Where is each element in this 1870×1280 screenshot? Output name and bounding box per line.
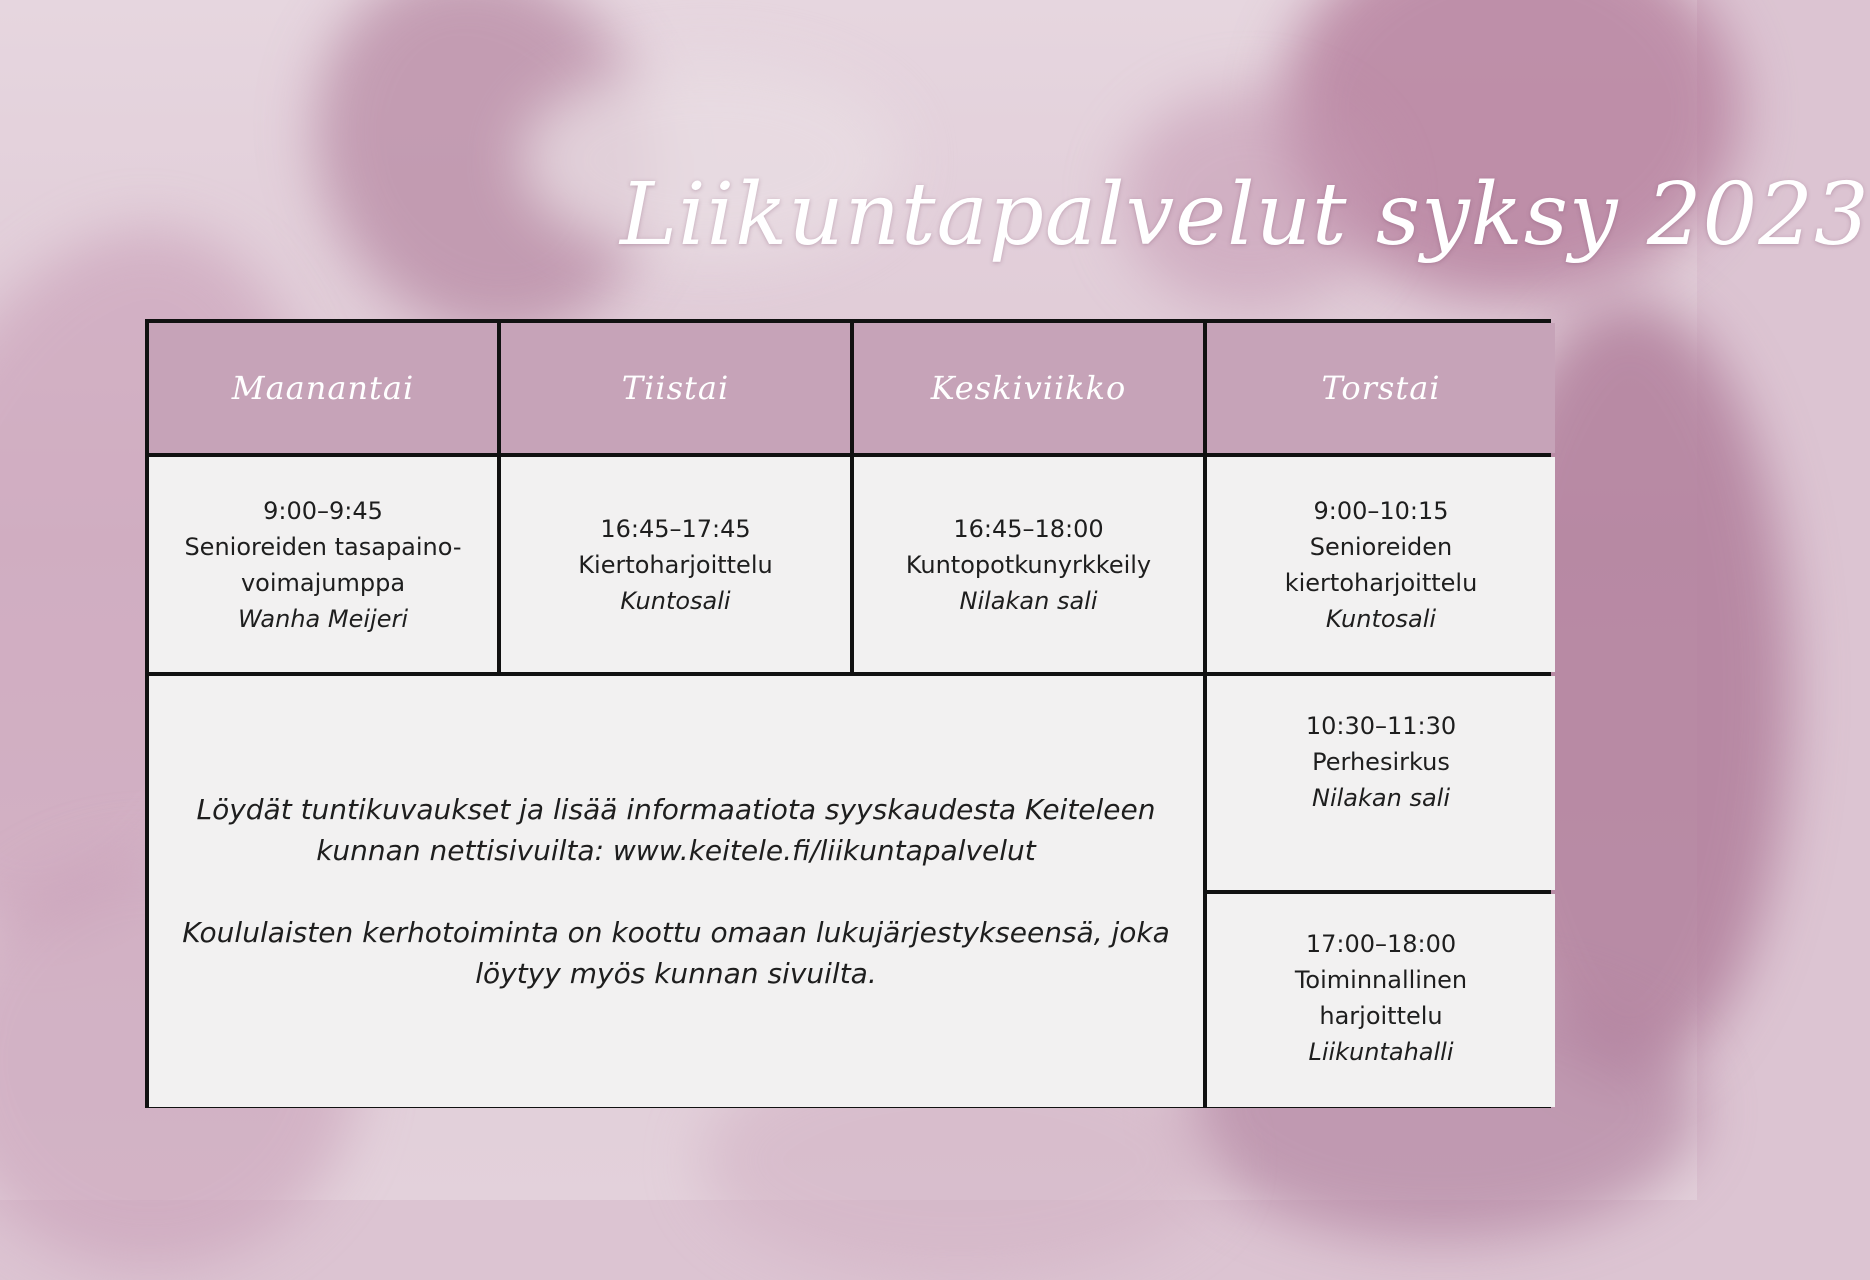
class-cell-thursday-3 bbox=[1207, 894, 1555, 1107]
class-name: Kuntopotkunyrkkeily bbox=[905, 550, 1152, 579]
class-time: 16:45–17:45 bbox=[600, 514, 751, 543]
class-name: harjoittelu bbox=[1319, 1002, 1443, 1030]
class-name: Kiertoharjoittelu bbox=[578, 550, 773, 579]
page-title: Liikuntapalvelut syksy 2023 bbox=[620, 165, 1870, 265]
day-header-tuesday: Tiistai bbox=[501, 323, 850, 453]
class-name: Senioreiden bbox=[1309, 532, 1453, 561]
class-name: kiertoharjoittelu bbox=[1284, 568, 1478, 597]
class-cell-wednesday-1 bbox=[854, 457, 1203, 672]
info-paragraph-2 bbox=[182, 912, 1170, 994]
class-time: 10:30–11:30 bbox=[1305, 712, 1457, 740]
class-place: Wanha Meijeri bbox=[238, 604, 408, 633]
info-paragraph-1 bbox=[196, 789, 1155, 871]
class-place: Liikuntahalli bbox=[1308, 1038, 1454, 1066]
class-place: Kuntosali bbox=[620, 586, 731, 615]
day-header-monday: Maanantai bbox=[149, 323, 497, 453]
info-line: kunnan nettisivuilta: www.keitele.fi/liikuntapalvelut bbox=[316, 834, 1036, 867]
class-place: Nilakan sali bbox=[1312, 784, 1450, 812]
class-name: Senioreiden tasapaino- bbox=[184, 532, 462, 561]
class-cell-thursday-2 bbox=[1207, 676, 1555, 890]
info-text-cell bbox=[149, 676, 1203, 1107]
day-header-wednesday: Keskiviikko bbox=[854, 323, 1203, 453]
class-cell-thursday-1 bbox=[1207, 457, 1555, 672]
class-time: 9:00–10:15 bbox=[1313, 496, 1449, 525]
day-header-thursday: Torstai bbox=[1207, 323, 1555, 453]
info-line: löytyy myös kunnan sivuilta. bbox=[475, 957, 877, 990]
class-time: 16:45–18:00 bbox=[953, 514, 1104, 543]
class-place: Kuntosali bbox=[1325, 604, 1437, 633]
class-cell-monday-1 bbox=[149, 457, 497, 672]
info-line: Löydät tuntikuvaukset ja lisää informaatiota syyskaudesta Keiteleen bbox=[196, 793, 1156, 826]
class-time: 17:00–18:00 bbox=[1305, 930, 1457, 958]
class-name: Perhesirkus bbox=[1312, 748, 1450, 776]
class-name: Toiminnallinen bbox=[1294, 966, 1468, 994]
class-name: voimajumppa bbox=[240, 568, 406, 597]
schedule-table bbox=[145, 319, 1551, 1108]
class-time: 9:00–9:45 bbox=[263, 496, 383, 525]
class-cell-tuesday-1 bbox=[501, 457, 850, 672]
class-place: Nilakan sali bbox=[959, 586, 1098, 615]
info-line: Koululaisten kerhotoiminta on koottu omaan lukujärjestykseensä, joka bbox=[182, 916, 1170, 949]
